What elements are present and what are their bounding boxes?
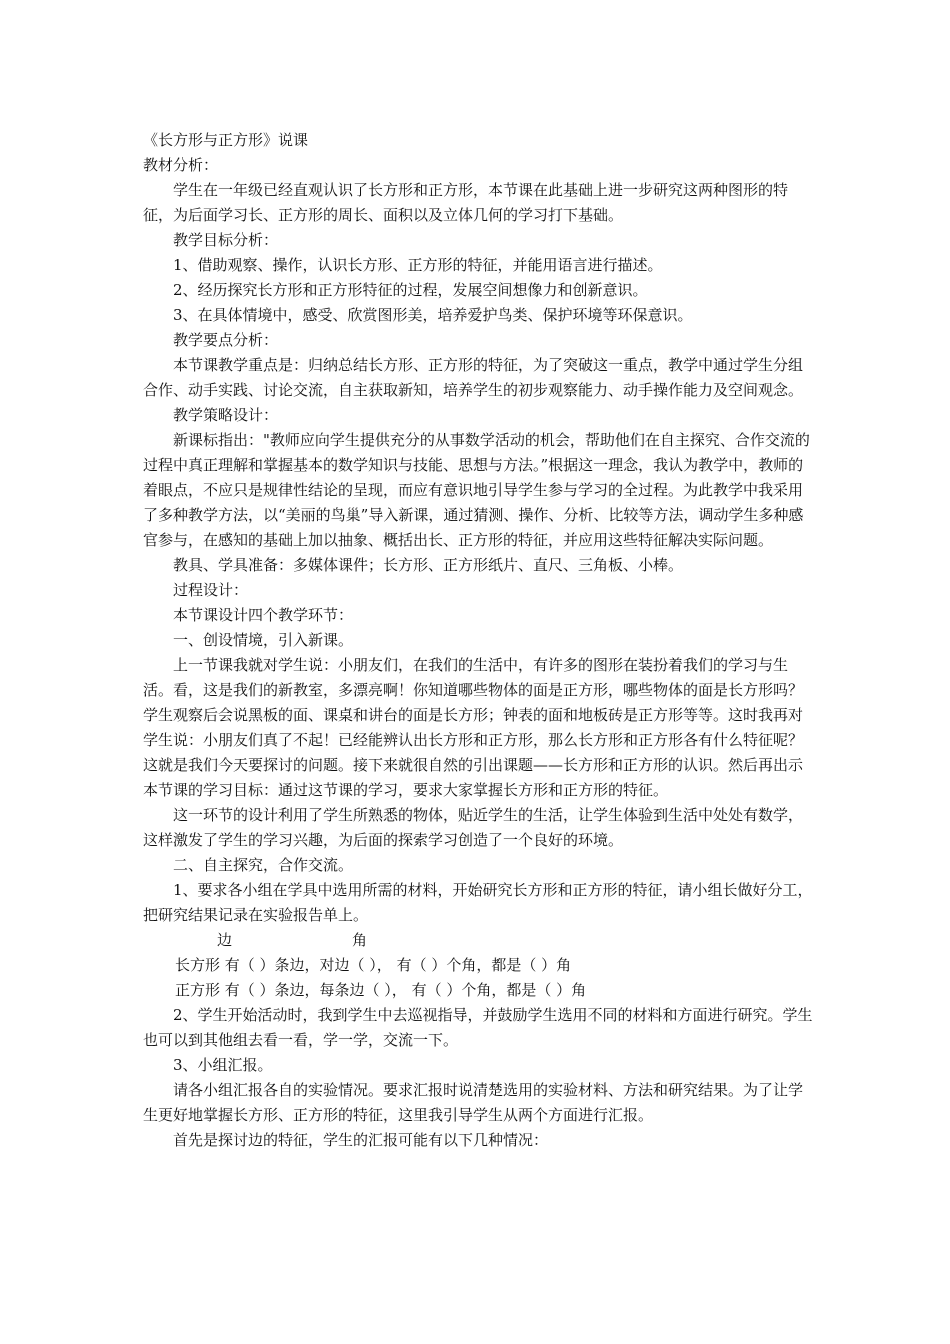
step2-item-2: 2、学生开始活动时，我到学生中去巡视指导，并鼓励学生选用不同的材料和方面进行研究。学生也可以到其他组去看一看，学一学，交流一下。 bbox=[143, 1006, 813, 1049]
tools-paragraph: 教具、学具准备：多媒体课件；长方形、正方形纸片、直尺、三角板、小棒。 bbox=[173, 556, 684, 574]
step1-comment: 这一环节的设计利用了学生所熟悉的物体，贴近学生的生活，让学生体验到生活中处处有数学，这样激发了学生的学习兴趣，为后面的探索学习创造了一个良好的环境。 bbox=[143, 806, 804, 849]
process-intro: 本节课设计四个教学环节： bbox=[173, 606, 354, 624]
report-table-header bbox=[143, 928, 813, 953]
material-heading: 教材分析： bbox=[143, 156, 219, 174]
report-row-square: 正方形 有（ ）条边，每条边（ ）， 有（ ）个角，都是（ ）角 bbox=[175, 981, 587, 999]
edge-intro-paragraph: 首先是探讨边的特征，学生的汇报可能有以下几种情况： bbox=[173, 1131, 549, 1149]
document-title: 《长方形与正方形》说课 bbox=[143, 131, 309, 149]
goal-item-2: 2、经历探究长方形和正方形特征的过程，发展空间想像力和创新意识。 bbox=[173, 281, 648, 299]
key-heading: 教学要点分析： bbox=[173, 331, 279, 349]
goal-item-3: 3、在具体情境中，感受、欣赏图形美，培养爱护鸟类、保护环境等环保意识。 bbox=[173, 306, 693, 324]
key-paragraph: 本节课教学重点是：归纳总结长方形、正方形的特征，为了突破这一重点，教学中通过学生分组合作、动手实践、讨论交流，自主获取新知，培养学生的初步观察能力、动手操作能力及空间观念。 bbox=[143, 356, 804, 399]
document-page bbox=[143, 128, 813, 1153]
report-paragraph: 请各小组汇报各自的实验情况。要求汇报时说清楚选用的实验材料、方法和研究结果。为了让学生更好地掌握长方形、正方形的特征，这里我引导学生从两个方面进行汇报。 bbox=[143, 1081, 804, 1124]
strategy-heading: 教学策略设计： bbox=[173, 406, 279, 424]
goal-item-1: 1、借助观察、操作，认识长方形、正方形的特征，并能用语言进行描述。 bbox=[173, 256, 663, 274]
material-paragraph: 学生在一年级已经直观认识了长方形和正方形，本节课在此基础上进一步研究这两种图形的特征，为后面学习长、正方形的周长、面积以及立体几何的学习打下基础。 bbox=[143, 181, 789, 224]
report-column-angle: 角 bbox=[352, 931, 368, 949]
step1-heading: 一、创设情境，引入新课。 bbox=[173, 631, 354, 649]
report-row-rectangle: 长方形 有（ ）条边，对边（ ）， 有（ ）个角，都是（ ）角 bbox=[175, 956, 572, 974]
step1-paragraph: 上一节课我就对学生说：小朋友们，在我们的生活中，有许多的图形在装扮着我们的学习与生活。看，这是我们的新教室，多漂亮啊！你知道哪些物体的面是正方形，哪些物体的面是长方形吗？学生观察后会说黑板的面、课桌和讲台的面是长方形；钟表的面和地板砖是正方形等等。这时我再对学生说：小朋友们真了不起！已经能辨认出长方形和正方形，那么长方形和正方形各有什么特征呢？这就是我们今天要探讨的问题。接下来就很自然的引出课题——长方形和正方形的认识。然后再出示本节课的学习目标：通过这节课的学习，要求大家掌握长方形和正方形的特征。 bbox=[143, 656, 804, 799]
strategy-paragraph: 新课标指出："教师应向学生提供充分的从事数学活动的机会，帮助他们在自主探究、合作交流的过程中真正理解和掌握基本的数学知识与技能、思想与方法。”根据这一理念，我认为教学中，教师的着眼点，不应只是规律性结论的呈现，而应有意识地引导学生参与学习的全过程。为此教学中我采用了多种教学方法，以“美丽的鸟巢”导入新课，通过猜测、操作、分析、比较等方法，调动学生多种感官参与，在感知的基础上加以抽象、概括出长、正方形的特征，并应用这些特征解决实际问题。 bbox=[143, 431, 810, 549]
step2-heading: 二、自主探究，合作交流。 bbox=[173, 856, 354, 874]
report-column-edge: 边 bbox=[217, 931, 233, 949]
goal-heading: 教学目标分析： bbox=[173, 231, 279, 249]
step2-item-3: 3、小组汇报。 bbox=[173, 1056, 273, 1074]
step2-item-1: 1、要求各小组在学具中选用所需的材料，开始研究长方形和正方形的特征，请小组长做好分工，把研究结果记录在实验报告单上。 bbox=[143, 881, 813, 924]
process-heading: 过程设计： bbox=[173, 581, 249, 599]
